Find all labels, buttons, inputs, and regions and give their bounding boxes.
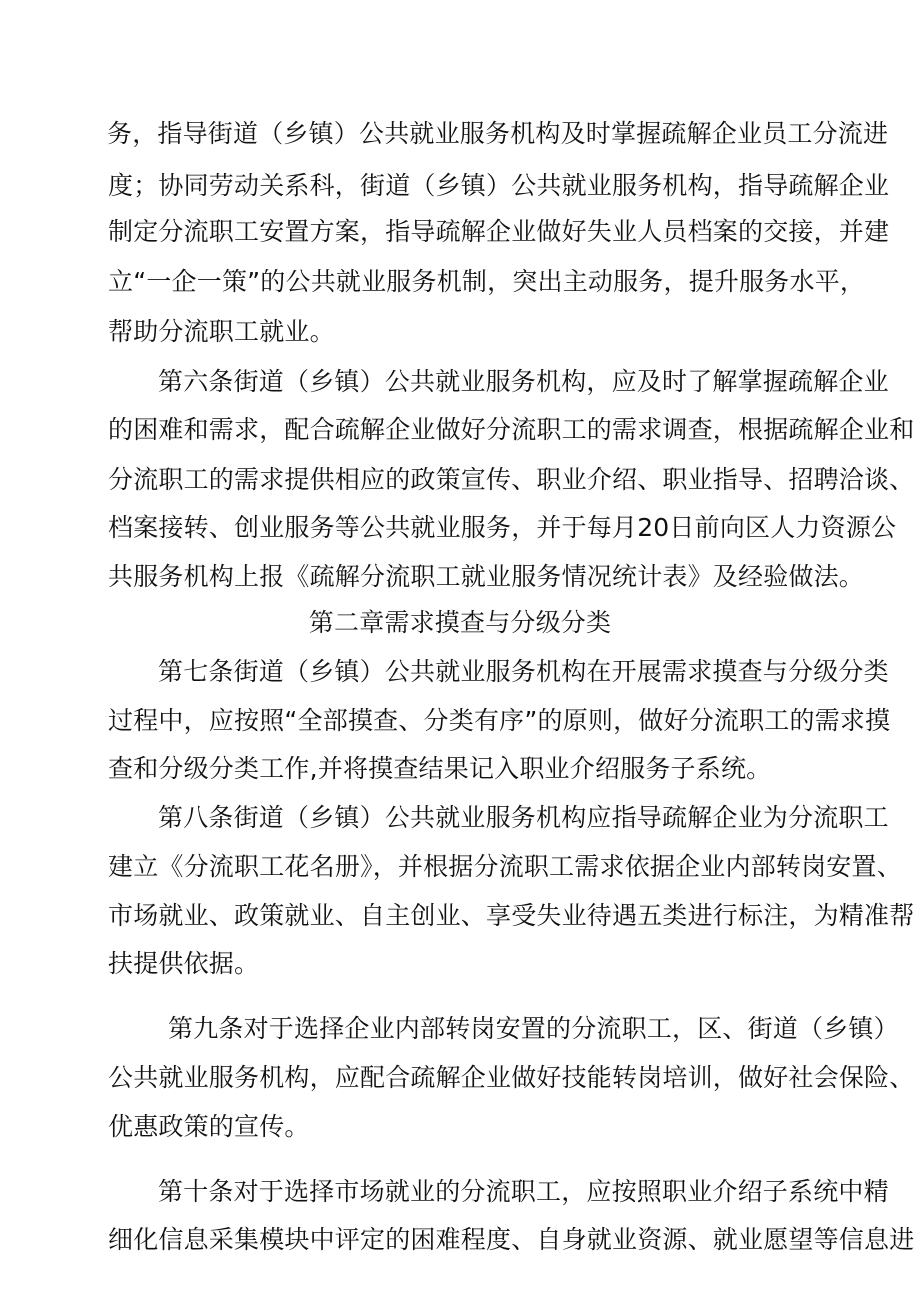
text-line: 建立《分流职工花名册》，并根据分流职工需求依据企业内部转岗安置、: [108, 852, 902, 881]
text-line: 度；协同劳动关系科，街道（乡镇）公共就业服务机构，指导疏解企业: [108, 171, 890, 200]
article-7-line: 第七条街道（乡镇）公共就业服务机构在开展需求摸查与分级分类: [158, 657, 889, 686]
text-line: 细化信息采集模块中评定的困难程度、自身就业资源、就业愿望等信息进: [108, 1225, 915, 1254]
article-10-line: 第十条对于选择市场就业的分流职工，应按照职业介绍子系统中精: [158, 1177, 889, 1206]
text-line: 查和分级分类工作,并将摸查结果记入职业介绍服务子系统。: [108, 754, 772, 783]
text-line: 档案接转、创业服务等公共就业服务，并于每月20日前向区人力资源公: [108, 513, 897, 542]
text-line: 分流职工的需求提供相应的政策宣传、职业介绍、职业指导、招聘洽谈、: [108, 465, 915, 494]
text-line: 优惠政策的宣传。: [108, 1112, 310, 1141]
text-line: 共服务机构上报《疏解分流职工就业服务情况统计表》及经验做法。: [108, 562, 865, 591]
text-line: 制定分流职工安置方案，指导疏解企业做好失业人员档案的交接，并建: [108, 217, 890, 246]
text-line: 市场就业、政策就业、自主创业、享受失业待遇五类进行标注，为精准帮: [108, 901, 915, 930]
text-line: 帮助分流职工就业。: [108, 317, 335, 346]
article-8-line: 第八条街道（乡镇）公共就业服务机构应指导疏解企业为分流职工: [158, 803, 889, 832]
text-line: 立“一企一策”的公共就业服务机制，突出主动服务，提升服务水平，: [108, 267, 866, 296]
text-line: 公共就业服务机构，应配合疏解企业做好技能转岗培训，做好社会保险、: [108, 1063, 915, 1092]
text-line: 务，指导街道（乡镇）公共就业服务机构及时掌握疏解企业员工分流进: [107, 119, 889, 148]
article-6-line: 第六条街道（乡镇）公共就业服务机构，应及时了解掌握疏解企业: [158, 367, 889, 396]
chapter-heading: 第二章需求摸查与分级分类: [308, 608, 612, 637]
text-line: 扶提供依据。: [108, 949, 260, 978]
article-9-line: 第九条对于选择企业内部转岗安置的分流职工，区、街道（乡镇）: [168, 1014, 899, 1043]
text-line: 过程中，应按照“全部摸查、分类有序”的原则，做好分流职工的需求摸: [108, 706, 891, 735]
text-line: 的困难和需求，配合疏解企业做好分流职工的需求调查，根据疏解企业和: [108, 415, 915, 444]
